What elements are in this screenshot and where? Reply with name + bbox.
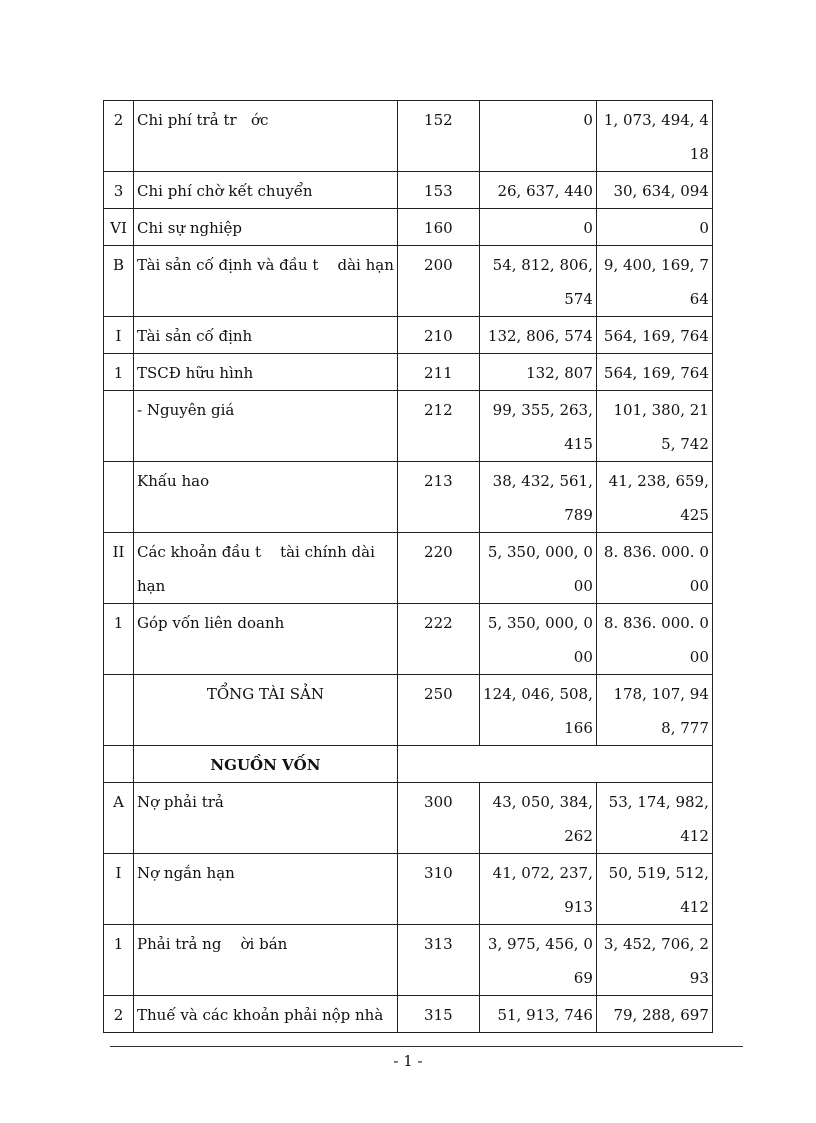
row-value-end: 564, 169, 764 xyxy=(596,354,712,391)
section-header: NGUỒN VỐN xyxy=(134,746,398,783)
table-row xyxy=(104,354,713,391)
row-name: Thuế và các khoản phải nộp nhà xyxy=(134,996,398,1033)
row-name: Góp vốn liên doanh xyxy=(134,604,398,675)
row-name: Chi sự nghiệp xyxy=(134,209,398,246)
table-row xyxy=(104,246,713,317)
row-value-end: 3, 452, 706, 293 xyxy=(596,925,712,996)
row-value-end: 0 xyxy=(596,209,712,246)
table-row xyxy=(104,604,713,675)
table-row xyxy=(104,533,713,604)
row-value-end: 101, 380, 215, 742 xyxy=(596,391,712,462)
row-code: 220 xyxy=(397,533,479,604)
row-value-start: 3, 975, 456, 069 xyxy=(479,925,596,996)
row-value-start: 26, 637, 440 xyxy=(479,172,596,209)
row-value-end: 50, 519, 512, 412 xyxy=(596,854,712,925)
row-name: TSCĐ hữu hình xyxy=(134,354,398,391)
table-row xyxy=(104,783,713,854)
row-value-start: 0 xyxy=(479,209,596,246)
row-name: Nợ ngắn hạn xyxy=(134,854,398,925)
row-no: 3 xyxy=(104,172,134,209)
row-value-start: 0 xyxy=(479,101,596,172)
table-row xyxy=(104,317,713,354)
row-code: 153 xyxy=(397,172,479,209)
row-no: B xyxy=(104,246,134,317)
page-number: - 1 - xyxy=(393,1052,423,1070)
row-value-end: 30, 634, 094 xyxy=(596,172,712,209)
row-no: II xyxy=(104,533,134,604)
row-value-start: 132, 806, 574 xyxy=(479,317,596,354)
total-label: TỔNG TÀI SẢN xyxy=(134,675,398,746)
row-no: 1 xyxy=(104,354,134,391)
section-header-row xyxy=(104,746,713,783)
row-value-start: 43, 050, 384, 262 xyxy=(479,783,596,854)
row-value-end: 8. 836. 000. 000 xyxy=(596,533,712,604)
row-no: 1 xyxy=(104,604,134,675)
row-value-start: 132, 807 xyxy=(479,354,596,391)
table-row xyxy=(104,172,713,209)
row-value-start: 54, 812, 806, 574 xyxy=(479,246,596,317)
row-name: Các khoản đầu t tài chính dài hạn xyxy=(134,533,398,604)
row-code: 210 xyxy=(397,317,479,354)
row-value-start: 38, 432, 561, 789 xyxy=(479,462,596,533)
row-value-start: 41, 072, 237, 913 xyxy=(479,854,596,925)
row-code: 313 xyxy=(397,925,479,996)
row-code: 213 xyxy=(397,462,479,533)
row-name: Tài sản cố định và đầu t dài hạn xyxy=(134,246,398,317)
table-row xyxy=(104,101,713,172)
table-row xyxy=(104,925,713,996)
row-code: 300 xyxy=(397,783,479,854)
row-no xyxy=(104,462,134,533)
row-code: 310 xyxy=(397,854,479,925)
row-name: Tài sản cố định xyxy=(134,317,398,354)
row-value-end: 8. 836. 000. 000 xyxy=(596,604,712,675)
table-row xyxy=(104,996,713,1033)
row-no: A xyxy=(104,783,134,854)
row-value-start: 5, 350, 000, 000 xyxy=(479,604,596,675)
row-no: I xyxy=(104,854,134,925)
row-no: VI xyxy=(104,209,134,246)
empty-cell xyxy=(397,746,712,783)
row-name: Nợ phải trả xyxy=(134,783,398,854)
table-row xyxy=(104,209,713,246)
row-code: 222 xyxy=(397,604,479,675)
row-no: 2 xyxy=(104,101,134,172)
row-code: 160 xyxy=(397,209,479,246)
row-value-start: 5, 350, 000, 000 xyxy=(479,533,596,604)
row-code: 152 xyxy=(397,101,479,172)
row-code: 211 xyxy=(397,354,479,391)
row-value-start: 99, 355, 263, 415 xyxy=(479,391,596,462)
balance-sheet-table xyxy=(103,100,713,1033)
row-name: Chi phí chờ kết chuyển xyxy=(134,172,398,209)
total-row xyxy=(104,675,713,746)
row-value-end: 41, 238, 659, 425 xyxy=(596,462,712,533)
row-no: I xyxy=(104,317,134,354)
row-value-start: 124, 046, 508, 166 xyxy=(479,675,596,746)
table-row xyxy=(104,391,713,462)
row-name: Khấu hao xyxy=(134,462,398,533)
row-name: Chi phí trả tr ớc xyxy=(134,101,398,172)
table-row xyxy=(104,854,713,925)
row-value-end: 1, 073, 494, 418 xyxy=(596,101,712,172)
row-no xyxy=(104,675,134,746)
row-value-end: 178, 107, 948, 777 xyxy=(596,675,712,746)
row-value-start: 51, 913, 746 xyxy=(479,996,596,1033)
row-value-end: 9, 400, 169, 764 xyxy=(596,246,712,317)
row-value-end: 79, 288, 697 xyxy=(596,996,712,1033)
row-no: 2 xyxy=(104,996,134,1033)
row-no: 1 xyxy=(104,925,134,996)
row-code: 212 xyxy=(397,391,479,462)
footer-divider xyxy=(110,1046,743,1047)
row-name: - Nguyên giá xyxy=(134,391,398,462)
row-code: 200 xyxy=(397,246,479,317)
row-name: Phải trả ng ời bán xyxy=(134,925,398,996)
empty-cell xyxy=(104,746,134,783)
table-row xyxy=(104,462,713,533)
row-code: 250 xyxy=(397,675,479,746)
row-code: 315 xyxy=(397,996,479,1033)
row-value-end: 53, 174, 982, 412 xyxy=(596,783,712,854)
row-value-end: 564, 169, 764 xyxy=(596,317,712,354)
row-no xyxy=(104,391,134,462)
